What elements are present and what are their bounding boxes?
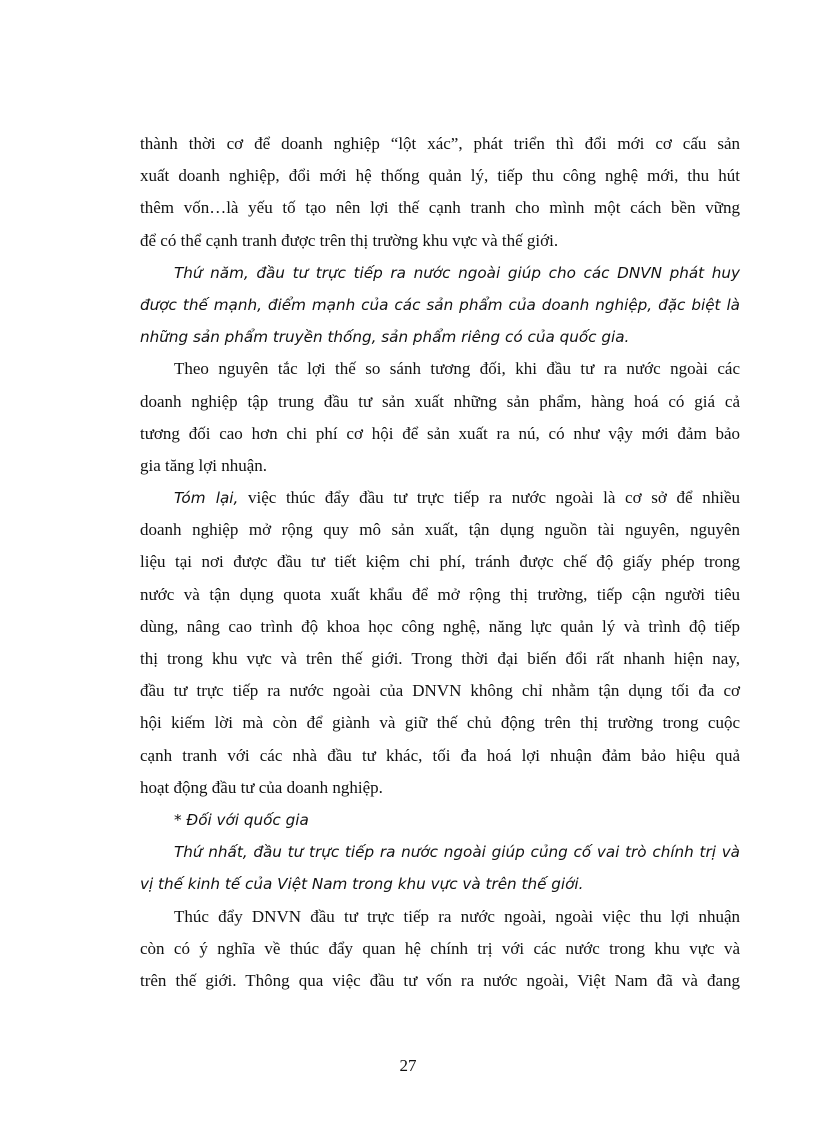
text-run: việc thúc đẩy đầu tư trực tiếp ra nước ngoài là cơ sở để nhiều <box>238 488 740 508</box>
text-line: thành thời cơ để doanh nghiệp “lột xác”, phát triển thì đổi mới cơ cấu sản <box>140 134 740 153</box>
text-line: doanh nghiệp tập trung đầu tư sản xuất những sản phẩm, hàng hoá có giá cả <box>140 391 740 411</box>
text-line: Thúc đẩy DNVN đầu tư trực tiếp ra nước ngoài, ngoài việc thu lợi nhuận <box>174 906 740 926</box>
text-line: vị thế kinh tế của Việt Nam trong khu vực và trên thế giới. <box>140 875 584 894</box>
text-line: thị trong khu vực và trên thế giới. Trong thời đại biến đổi rất nhanh hiện nay, <box>140 649 740 668</box>
text-line: thêm vốn…là yếu tố tạo nên lợi thế cạnh tranh cho mình một cách bền vững <box>140 198 740 218</box>
text-line: đầu tư trực tiếp ra nước ngoài của DNVN không chỉ nhằm tận dụng tối đa cơ <box>140 681 740 701</box>
text-line: gia tăng lợi nhuận. <box>140 455 268 475</box>
text-line: xuất doanh nghiệp, đổi mới hệ thống quản lý, tiếp thu công nghệ mới, thu hút <box>140 166 740 186</box>
text-line: * Đối với quốc gia <box>174 810 309 829</box>
page-number: 27 <box>399 1056 417 1075</box>
document-body <box>140 128 740 997</box>
text-line: dùng, nâng cao trình độ khoa học công nghệ, năng lực quản lý và trình độ tiếp <box>140 616 740 636</box>
text-line: cạnh tranh với các nhà đầu tư khác, tối đa hoá lợi nhuận đảm bảo hiệu quả <box>140 745 740 765</box>
text-line <box>140 482 740 514</box>
text-line: những sản phẩm truyền thống, sản phẩm riêng có của quốc gia. <box>140 328 630 347</box>
text-line: hội kiếm lời mà còn để giành và giữ thế chủ động trên thị trường trong cuộc <box>140 713 740 733</box>
text-line: Thứ nhất, đầu tư trực tiếp ra nước ngoài giúp củng cố vai trò chính trị và <box>174 843 740 862</box>
text-line: Thứ năm, đầu tư trực tiếp ra nước ngoài giúp cho các DNVN phát huy <box>174 263 740 282</box>
text-line: hoạt động đầu tư của doanh nghiệp. <box>140 777 383 797</box>
italic-lead: Tóm lại, <box>174 489 239 508</box>
text-line: nước và tận dụng quota xuất khẩu để mở rộng thị trường, tiếp cận người tiêu <box>140 584 740 604</box>
text-line: để có thể cạnh tranh được trên thị trường khu vực và thế giới. <box>140 230 559 250</box>
text-line: còn có ý nghĩa về thúc đẩy quan hệ chính trị với các nước trong khu vực và <box>140 938 740 958</box>
text-line: liệu tại nơi được đầu tư tiết kiệm chi phí, tránh được chế độ giấy phép trong <box>140 552 740 572</box>
text-line: được thế mạnh, điểm mạnh của các sản phẩm của doanh nghiệp, đặc biệt là <box>140 295 740 314</box>
text-line: trên thế giới. Thông qua việc đầu tư vốn ra nước ngoài, Việt Nam đã và đang <box>140 970 740 990</box>
text-line: tương đối cao hơn chi phí cơ hội để sản xuất ra nú, có như vậy mới đảm bảo <box>140 423 740 443</box>
text-line: Theo nguyên tắc lợi thế so sánh tương đối, khi đầu tư ra nước ngoài các <box>174 359 740 379</box>
text-line: doanh nghiệp mở rộng quy mô sản xuất, tận dụng nguồn tài nguyên, nguyên <box>140 520 740 540</box>
